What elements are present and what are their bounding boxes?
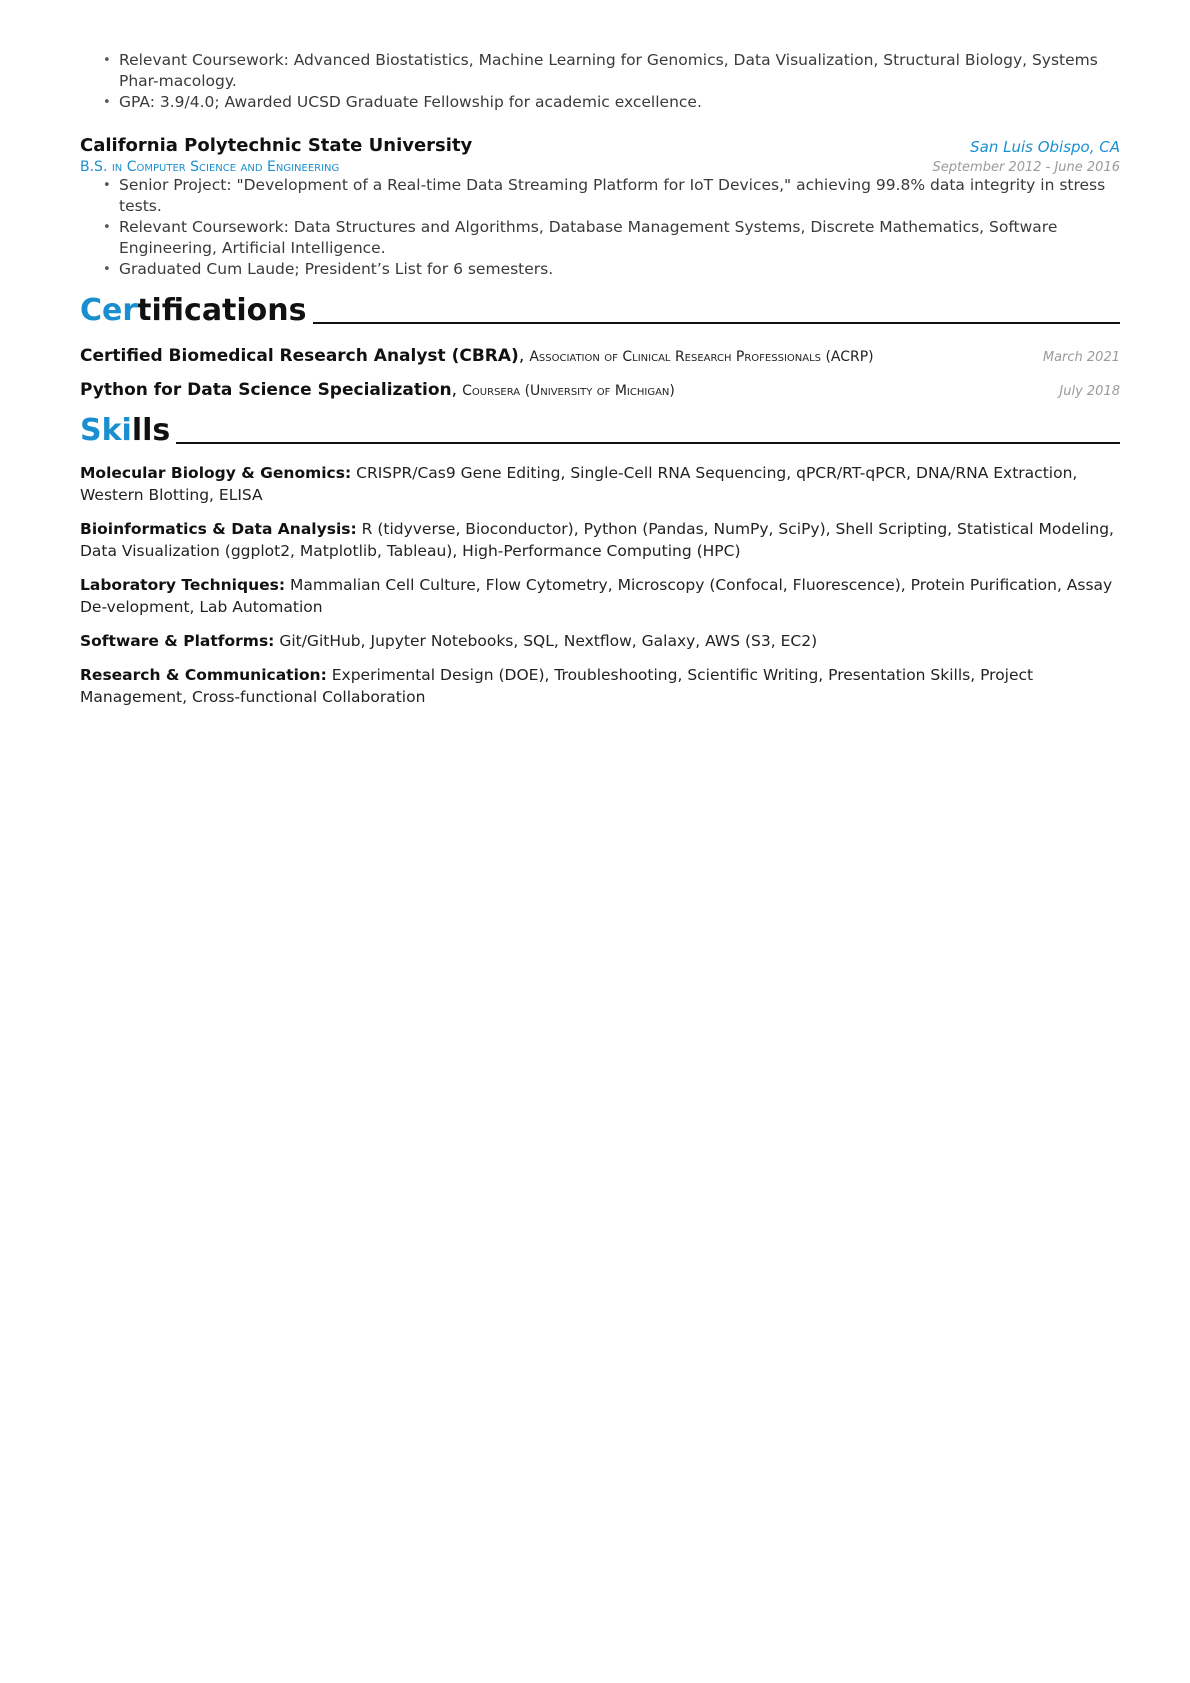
school-name: California Polytechnic State University [80,135,473,156]
certification-name: Python for Data Science Specialization [80,380,452,400]
skill-label: Bioinformatics & Data Analysis: [80,520,357,538]
certification-separator: , [451,380,458,400]
prev-education-bullets [80,50,1120,113]
skill-row [80,630,1120,652]
certification-date: July 2018 [1059,384,1120,399]
skill-text: CRISPR/Cas9 Gene Editing, Single-Cell RNA Sequencing, qPCR/RT-qPCR, DNA/RNA Extraction, Western Blotting, ELISA [80,464,1078,504]
certification-issuer: Association of Clinical Research Professionals (ACRP) [529,349,874,365]
section-rule [176,442,1120,444]
education-dates: September 2012 - June 2016 [932,160,1120,175]
education-entry-header [80,135,1120,156]
school-location: San Luis Obispo, CA [970,138,1120,156]
certification-issuer: Coursera (University of Michigan) [462,383,675,399]
certification-date: March 2021 [1042,350,1120,365]
bullet-item: • Senior Project: "Development of a Real-time Data Streaming Platform for IoT Devices," achieving 99.8% data integrity in stress tests. [119,175,1120,217]
skill-text: Mammalian Cell Culture, Flow Cytometry, Microscopy (Confocal, Fluorescence), Protein Purification, Assay De-velopment, Lab Automation [80,576,1113,616]
resume-content [80,50,1120,708]
bullet-item: • Relevant Coursework: Data Structures and Algorithms, Database Management Systems, Discrete Mathematics, Software Engineering, Artificial Intelligence. [119,217,1120,259]
degree-title: B.S. in Computer Science and Engineering [80,159,340,175]
skill-text: Experimental Design (DOE), Troubleshooting, Scientific Writing, Presentation Skills, Project Management, Cross-functional Collaboration [80,666,1034,706]
skill-row [80,462,1120,506]
certifications-heading [80,294,1120,328]
certification-item [80,346,1120,366]
skill-label: Laboratory Techniques: [80,576,286,594]
certification-name: Certified Biomedical Research Analyst (CBRA) [80,346,519,366]
certification-text [80,346,874,366]
section-rule [313,322,1120,324]
certification-separator: , [518,346,525,366]
certification-text [80,380,675,400]
section-title [80,294,307,328]
skill-text: R (tidyverse, Bioconductor), Python (Pandas, NumPy, SciPy), Shell Scripting, Statistical Modeling, Data Visualization (ggplot2, Matplotlib, Tableau), High-Performance Computing (HPC) [80,520,1114,560]
skill-row [80,664,1120,708]
skills-heading [80,414,1120,448]
bullet-item: • Graduated Cum Laude; President’s List for 6 semesters. [119,259,1120,280]
bullet-item: • GPA: 3.9/4.0; Awarded UCSD Graduate Fellowship for academic excellence. [119,92,1120,113]
skill-row [80,574,1120,618]
certification-item [80,380,1120,400]
section-title [80,414,170,448]
skill-label: Research & Communication: [80,666,327,684]
section-title-accent: Cer [80,293,138,328]
education-entry [80,135,1120,280]
education-bullets [80,175,1120,280]
skill-label: Molecular Biology & Genomics: [80,464,352,482]
skill-row [80,518,1120,562]
skill-label: Software & Platforms: [80,632,275,650]
skill-text: Git/GitHub, Jupyter Notebooks, SQL, Nextflow, Galaxy, AWS (S3, EC2) [279,632,818,650]
bullet-item: • Relevant Coursework: Advanced Biostatistics, Machine Learning for Genomics, Data Visualization, Structural Biology, Systems Phar-macology. [119,50,1120,92]
section-title-accent: Ski [80,413,132,448]
education-entry-subheader [80,159,1120,175]
section-title-rest: lls [131,413,171,448]
section-title-rest: tifications [137,293,307,328]
skills-list [80,462,1120,708]
